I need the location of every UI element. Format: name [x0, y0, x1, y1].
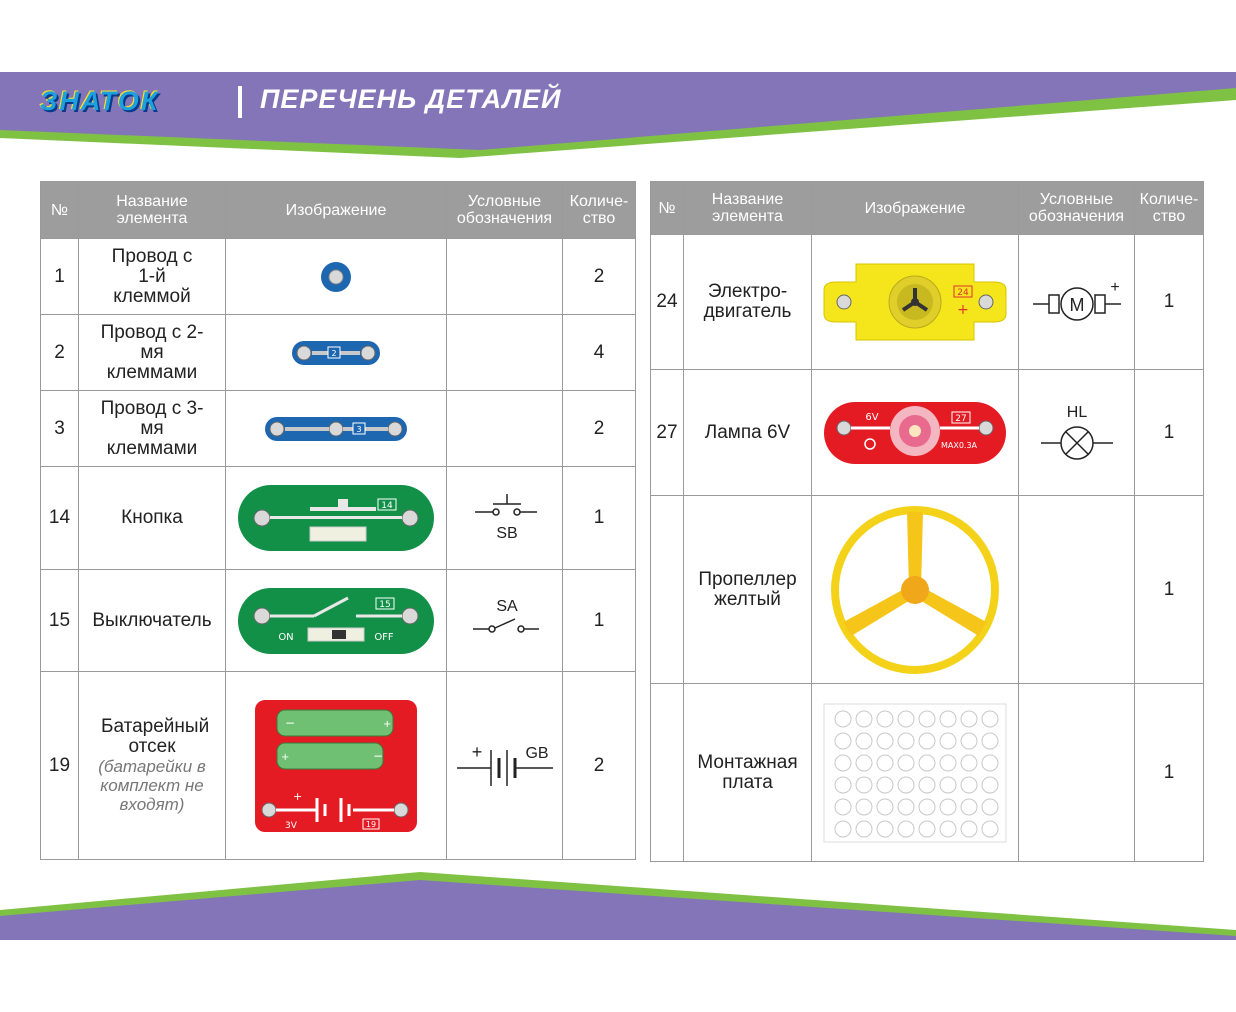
row-num: 1: [41, 239, 79, 315]
row-qty: 4: [563, 315, 636, 391]
row-symbol: [1019, 684, 1135, 862]
row-note: (батарейки в комплект не входят): [98, 757, 206, 814]
row-num: [651, 684, 684, 862]
battery-symbol-icon: [447, 672, 563, 860]
motor-module-icon: [812, 235, 1019, 370]
col-qty-header: Количе-ство: [563, 182, 636, 239]
symbol-label: M: [1069, 295, 1084, 315]
svg-text:+: +: [383, 718, 392, 730]
row-num: 24: [651, 235, 684, 370]
table-row: [41, 467, 636, 570]
lamp-module-label: 27: [955, 413, 967, 424]
svg-text:+: +: [293, 789, 303, 803]
wire-1-terminal-icon: [226, 239, 447, 315]
svg-text:−: −: [285, 715, 296, 730]
row-name-cell: [79, 672, 226, 860]
col-num-header: №: [41, 182, 79, 239]
col-image-header: Изображение: [812, 182, 1019, 235]
battery-voltage-label: 3V: [285, 820, 297, 831]
battery-module-label: 19: [365, 819, 377, 829]
symbol-label: GB: [524, 744, 549, 762]
switch-module-label: 15: [379, 599, 391, 610]
mounting-board-icon: [812, 684, 1019, 862]
row-num: 15: [41, 570, 79, 672]
yellow-propeller-icon: [812, 496, 1019, 684]
table-row: [41, 672, 636, 860]
wire-3-label: 3: [356, 424, 362, 434]
switch-symbol-icon: [447, 570, 563, 672]
row-name: Провод с 3-мя клеммами: [79, 391, 226, 467]
push-button-symbol-icon: [447, 467, 563, 570]
row-num: 27: [651, 370, 684, 496]
row-symbol: [447, 239, 563, 315]
footer-band: [0, 860, 1236, 950]
row-num: [651, 496, 684, 684]
row-name: Монтажная плата: [684, 684, 812, 862]
row-name: Пропеллер желтый: [684, 496, 812, 684]
row-name: Выключатель: [79, 570, 226, 672]
row-symbol: [447, 315, 563, 391]
row-qty: 1: [1135, 496, 1204, 684]
left-parts-table: [40, 181, 636, 860]
off-label: OFF: [374, 631, 394, 643]
col-image-header: Изображение: [226, 182, 447, 239]
table-row: [41, 570, 636, 672]
switch-module-icon: [226, 570, 447, 672]
row-name: Батарейный отсек: [101, 716, 210, 757]
motor-module-label: 24: [957, 288, 969, 298]
row-qty: 1: [1135, 684, 1204, 862]
table-header-row: [651, 182, 1204, 235]
svg-text:+: +: [957, 302, 969, 318]
col-num-header: №: [651, 182, 684, 235]
brand-logo: ЗНАТОК: [40, 86, 160, 116]
symbol-label: HL: [1066, 403, 1087, 421]
row-qty: 1: [563, 467, 636, 570]
lamp-module-icon: [812, 370, 1019, 496]
table-row: [41, 239, 636, 315]
row-qty: 1: [1135, 235, 1204, 370]
row-symbol: [1019, 496, 1135, 684]
lamp-max-label: MAX0.3A: [940, 440, 978, 450]
row-name: Лампа 6V: [684, 370, 812, 496]
col-name-header: Название элемента: [79, 182, 226, 239]
table-header-row: [41, 182, 636, 239]
title-separator: [238, 86, 242, 118]
row-name: Провод с 1-й клеммой: [79, 239, 226, 315]
row-qty: 1: [1135, 370, 1204, 496]
row-name: Электро-двигатель: [684, 235, 812, 370]
row-symbol: [447, 391, 563, 467]
table-row: [41, 315, 636, 391]
push-button-module-icon: [226, 467, 447, 570]
right-parts-table: [650, 181, 1204, 862]
col-qty-header: Количе-ство: [1135, 182, 1204, 235]
wire-3-terminals-icon: [226, 391, 447, 467]
svg-text:+: +: [281, 751, 290, 763]
lamp-symbol-icon: [1019, 370, 1135, 496]
col-symbol-header: Условные обозначения: [447, 182, 563, 239]
page-title: ПЕРЕЧЕНЬ ДЕТАЛЕЙ: [260, 84, 562, 114]
col-name-header: Название элемента: [684, 182, 812, 235]
table-row: [651, 370, 1204, 496]
table-row: [651, 235, 1204, 370]
motor-symbol-icon: [1019, 235, 1135, 370]
row-num: 3: [41, 391, 79, 467]
svg-text:+: +: [471, 741, 482, 762]
col-symbol-header: Условные обозначения: [1019, 182, 1135, 235]
row-num: 19: [41, 672, 79, 860]
battery-holder-icon: [226, 672, 447, 860]
on-label: ON: [278, 631, 294, 643]
svg-text:+: +: [1109, 279, 1120, 296]
header-band: [0, 0, 1236, 180]
table-row: [651, 684, 1204, 862]
svg-text:−: −: [373, 748, 384, 763]
symbol-label: SA: [495, 597, 518, 615]
row-num: 2: [41, 315, 79, 391]
symbol-label: SB: [495, 525, 518, 542]
row-qty: 2: [563, 672, 636, 860]
row-qty: 1: [563, 570, 636, 672]
table-row: [651, 496, 1204, 684]
row-name: Кнопка: [79, 467, 226, 570]
row-qty: 2: [563, 391, 636, 467]
wire-2-label: 2: [331, 348, 337, 358]
row-name: Провод с 2-мя клеммами: [79, 315, 226, 391]
table-row: [41, 391, 636, 467]
row-num: 14: [41, 467, 79, 570]
button-module-label: 14: [381, 501, 393, 511]
lamp-voltage-label: 6V: [865, 411, 879, 423]
wire-2-terminals-icon: [226, 315, 447, 391]
row-qty: 2: [563, 239, 636, 315]
